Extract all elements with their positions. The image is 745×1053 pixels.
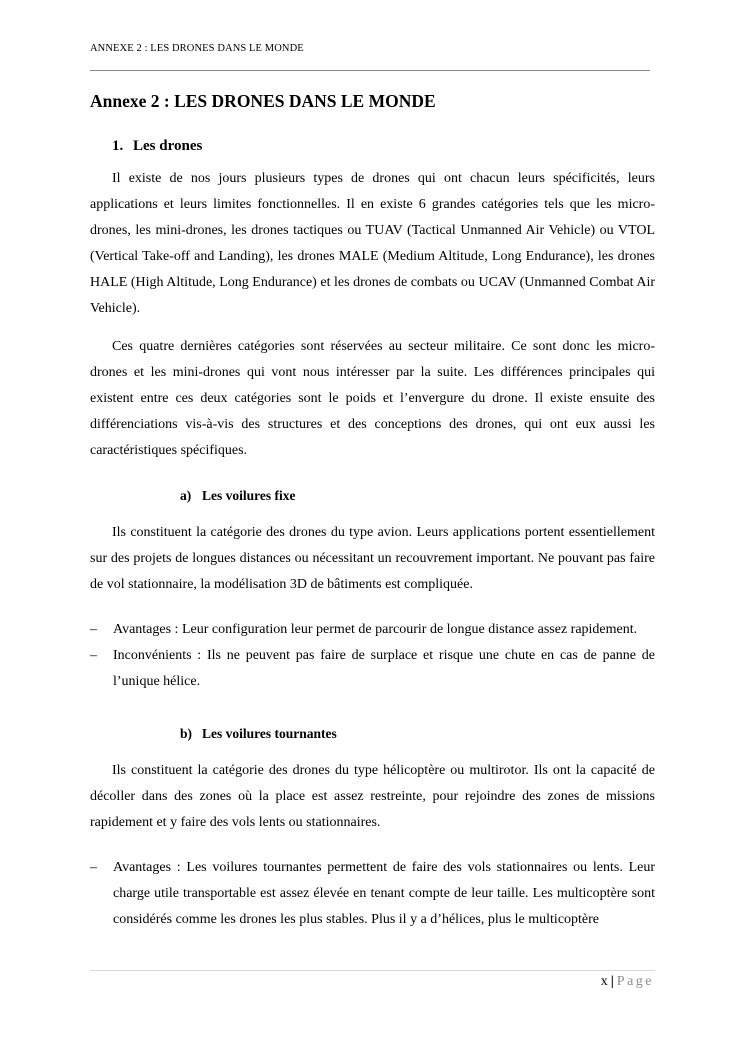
bullet-list [90, 855, 655, 933]
list-item [90, 855, 655, 933]
subsection-title: Les voilures fixe [202, 488, 296, 503]
page-content [90, 88, 655, 933]
page-footer [601, 972, 654, 992]
paragraph: Ils constituent la catégorie des drones du type hélicoptère ou multirotor. Ils ont la capacité de décoller dans des zones où la place est assez restreinte, pour rejoindre des zones de missions rapidement et y faire des vols lents ou stationnaires. [90, 763, 655, 830]
page-number: x [600, 974, 608, 989]
footer-divider [90, 970, 655, 971]
subsection-heading-voilures-tournantes [180, 724, 655, 744]
list-item [90, 643, 655, 695]
page-title: Annexe 2 : LES DRONES DANS LE MONDE [90, 91, 436, 111]
footer-separator: | [610, 974, 614, 989]
paragraph: Ces quatre dernières catégories sont réservées au secteur militaire. Ce sont donc les micro-drones et les mini-drones qui vont nous intéresser par la suite. Les différences principales qui existent entre ces deux catégories sont le poids et l’envergure du drone. Il existe ensuite des différenciations vis-à-vis des structures et des conceptions des drones, qui ont eux aussi les caractéristiques spécifiques. [90, 339, 655, 458]
list-item [90, 617, 655, 643]
list-item-text: Avantages : Les voilures tournantes permettent de faire des vols stationnaires ou lents. Leur charge utile transportable est assez élevée en tenant compte de leur taille. Les multicoptère sont considérés comme les drones les plus stables. Plus il y a d’hélices, plus le multicoptère [113, 860, 655, 927]
list-item-text: Avantages : Leur configuration leur permet de parcourir de longue distance assez rapidement. [113, 622, 638, 637]
paragraph: Ils constituent la catégorie des drones du type avion. Leurs applications portent essentiellement sur des projets de longues distances ou nécessitant un recouvrement important. Ne pouvant pas faire de vol stationnaire, la modélisation 3D de bâtiments est compliquée. [90, 525, 655, 592]
subsection-number: b) [180, 726, 193, 741]
section-number: 1. [112, 138, 124, 154]
header-divider [90, 70, 650, 71]
subsection-heading-voilures-fixe [180, 486, 655, 506]
subsection-number: a) [180, 488, 192, 503]
paragraph: Il existe de nos jours plusieurs types de drones qui ont chacun leurs spécificités, leurs applications et leurs limites fonctionnelles. Il en existe 6 grandes catégories tels que les micro-drones, les mini-drones, les drones tactiques ou TUAV (Tactical Unmanned Air Vehicle) ou VTOL (Vertical Take-off and Landing), les drones MALE (Medium Altitude, Long Endurance), les drones HALE (High Altitude, Long Endurance) et les drones de combats ou UCAV (Unmanned Combat Air Vehicle). [90, 171, 655, 316]
section-title: Les drones [133, 138, 203, 154]
bullet-dash: – [90, 648, 97, 663]
list-item-text: Inconvénients : Ils ne peuvent pas faire de surplace et risque une chute en cas de panne de l’unique hélice. [113, 648, 655, 689]
bullet-dash: – [90, 860, 97, 875]
section-heading-les-drones [112, 136, 655, 156]
bullet-dash: – [90, 622, 97, 637]
running-header: ANNEXE 2 : LES DRONES DANS LE MONDE [90, 43, 304, 54]
page-label: Page [616, 974, 654, 989]
bullet-list [90, 617, 655, 695]
subsection-title: Les voilures tournantes [202, 726, 337, 741]
